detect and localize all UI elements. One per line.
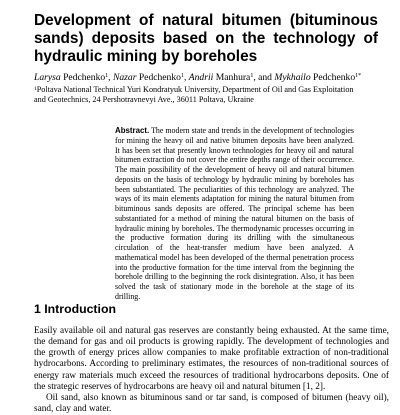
paper-title: Development of natural bitumen (bituminous sands) deposits based on the technology of hydraulic mining by boreholes (34, 12, 378, 65)
author (34, 72, 108, 83)
affiliation-line: and Geotechnics, 24 Pershotravnevyi Ave., 36011 Poltava, Ukraine (34, 95, 254, 105)
affiliation-text: Poltava National Technical Yuri Kondratyuk University, Department of Oil and Gas Exploitation (36, 85, 354, 94)
author-last-name: Manhura (215, 72, 251, 83)
author (113, 72, 184, 83)
author-separator: , and (253, 72, 275, 83)
abstract (115, 126, 354, 302)
author-list (34, 72, 384, 84)
author (274, 72, 361, 83)
affiliation-line (34, 85, 374, 95)
author-last-name: Pedchenko (63, 72, 106, 83)
author-affiliation-mark: 1* (355, 73, 362, 79)
abstract-label: Abstract. (115, 126, 150, 135)
author-affiliation-mark: 1 (250, 73, 254, 79)
section-heading: 1 Introduction (34, 302, 116, 316)
introduction-body (34, 326, 389, 415)
author-separator: , (183, 72, 189, 83)
paragraph: Easily available oil and natural gas reserves are constantly being exhausted. At the same time, the demand for gas and oil products is growing rapidly. The development of technologies and the growth of energy prices allow companies to make profitable extraction of non-traditional hydrocarbons. According to preliminary estimates, the resources of non-traditional sources of energy raw materials much exceed the resources of traditional hydrocarbons deposits. One of the strategic reserves of hydrocarbons are heavy oil and natural bitumen [1, 2]. (34, 326, 389, 392)
author-first-name: Andrii (188, 72, 214, 83)
abstract-text: The modern state and trends in the development of technologies for mining the heavy oil and native bitumen deposits have been analyzed. It has been set that presently known technologies for heavy oil and natural bitumen extraction do not cover the entire depths range of their occurrence. The main possibility of the development of heavy oil and natural bitumen deposits on the basis of technology by hydraulic mining by boreholes has been substantiated. The peculiarities of this technology are analyzed. The ways of its main elements adaptation for mining the natural bitumen from bituminous sands deposits are offered. The principal scheme has been substantiated for a method of mining the natural bitumen on the basis of hydraulic mining by boreholes. The thermodynamic processes occurring in the productive formation during its drilling with the simultaneous circulation of the heat-transfer medium have been analyzed. A mathematical model has been developed of the thermal penetration process into the productive formation for the time interval from the beginning the borehole drilling to the beginning the rock disintegration. Also, it has been solved the task of stationary mode in the borehole at the stage of its drilling. (115, 126, 354, 301)
author-first-name: Mykhailo (274, 72, 311, 83)
author-separator: , (108, 72, 113, 83)
author (189, 72, 254, 83)
author-first-name: Nazar (112, 72, 137, 83)
paragraph: Oil sand, also known as bituminous sand or tar sand, is composed of bitumen (heavy oil), sand, clay and water. (34, 392, 389, 415)
author-last-name: Pedchenko (313, 72, 356, 83)
author-affiliation-mark: 1 (180, 73, 184, 79)
affiliation (34, 85, 374, 106)
author-last-name: Pedchenko (138, 72, 181, 83)
affiliation-mark: 1 (34, 86, 37, 92)
author-first-name: Larysa (34, 72, 61, 83)
author-affiliation-mark: 1 (105, 73, 109, 79)
